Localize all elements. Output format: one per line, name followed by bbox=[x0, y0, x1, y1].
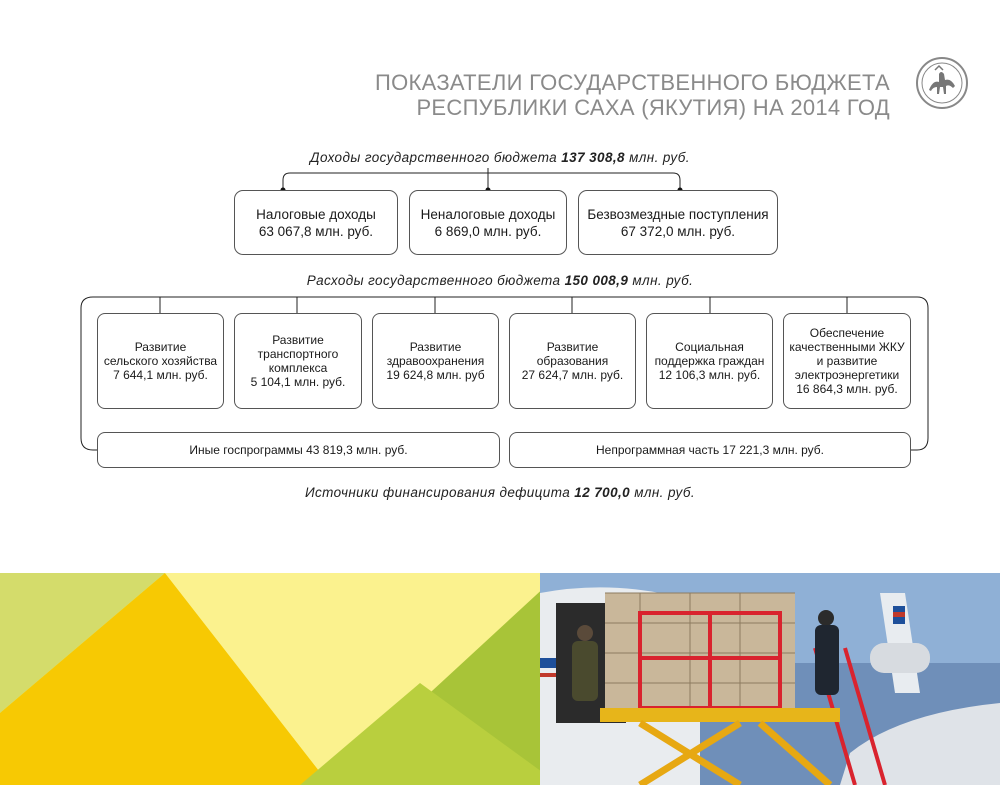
program-line: Обеспечение bbox=[809, 326, 885, 340]
income-unit: млн. руб. bbox=[629, 150, 690, 165]
deficit-label: Источники финансирования дефицита bbox=[304, 485, 571, 500]
program-box-transport bbox=[234, 313, 362, 409]
income-item-name: Налоговые доходы bbox=[256, 206, 376, 222]
income-total bbox=[0, 150, 1000, 165]
program-box-utilities bbox=[783, 313, 911, 409]
program-line: электроэнергетики bbox=[794, 368, 900, 382]
program-line: Развитие bbox=[546, 340, 599, 354]
program-line: 5 104,1 млн. руб. bbox=[250, 375, 346, 389]
program-line: сельского хозяйства bbox=[103, 354, 218, 368]
program-line: образования bbox=[536, 354, 609, 368]
non-program-box bbox=[509, 432, 911, 468]
program-line: транспортного bbox=[257, 347, 339, 361]
bottom-banner bbox=[0, 573, 1000, 785]
program-line: 19 624,8 млн. руб bbox=[386, 368, 485, 382]
program-line: комплекса bbox=[268, 361, 328, 375]
income-item-value: 63 067,8 млн. руб. bbox=[258, 223, 374, 239]
program-line: 27 624,7 млн. руб. bbox=[521, 368, 624, 382]
income-item-value: 67 372,0 млн. руб. bbox=[620, 223, 736, 239]
program-line: и развитие bbox=[816, 354, 878, 368]
program-box-agriculture bbox=[97, 313, 224, 409]
program-line: Развитие bbox=[409, 340, 462, 354]
program-line: качественными ЖКУ bbox=[789, 340, 905, 354]
program-line: 16 864,3 млн. руб. bbox=[796, 382, 898, 396]
deficit-unit: млн. руб. bbox=[634, 485, 696, 500]
expense-label: Расходы государственного бюджета bbox=[306, 273, 561, 288]
other-programs-text: Иные госпрограммы 43 819,3 млн. руб. bbox=[189, 443, 408, 457]
income-box-grants bbox=[578, 190, 778, 255]
program-line: 12 106,3 млн. руб. bbox=[658, 368, 761, 382]
expense-total bbox=[0, 273, 1000, 288]
program-line: поддержка граждан bbox=[654, 354, 765, 368]
title-line-2: РЕСПУБЛИКИ САХА (ЯКУТИЯ) НА 2014 ГОД bbox=[416, 95, 890, 120]
expense-amount: 150 008,9 bbox=[564, 273, 629, 288]
income-label: Доходы государственного бюджета bbox=[310, 150, 558, 165]
expense-unit: млн. руб. bbox=[632, 273, 694, 288]
income-box-nontax bbox=[409, 190, 567, 255]
income-item-name: Безвозмездные поступления bbox=[587, 206, 769, 222]
program-line: Социальная bbox=[675, 340, 744, 354]
income-box-tax bbox=[234, 190, 398, 255]
income-item-name: Неналоговые доходы bbox=[420, 206, 556, 222]
program-line: 7 644,1 млн. руб. bbox=[113, 368, 208, 382]
program-box-education bbox=[509, 313, 636, 409]
other-programs-box bbox=[97, 432, 500, 468]
non-program-text: Непрограммная часть 17 221,3 млн. руб. bbox=[595, 443, 825, 457]
program-box-healthcare bbox=[372, 313, 499, 409]
income-amount: 137 308,8 bbox=[561, 150, 625, 165]
income-item-value: 6 869,0 млн. руб. bbox=[434, 223, 542, 239]
program-line: Развитие bbox=[134, 340, 187, 354]
title-line-1: ПОКАЗАТЕЛИ ГОСУДАРСТВЕННОГО БЮДЖЕТА bbox=[374, 70, 890, 95]
program-box-social bbox=[646, 313, 773, 409]
deficit-total bbox=[0, 485, 1000, 500]
cargo-photo bbox=[540, 573, 1000, 785]
deficit-amount: 12 700,0 bbox=[574, 485, 631, 500]
program-line: здравоохранения bbox=[386, 354, 485, 368]
program-line: Развитие bbox=[272, 333, 324, 347]
